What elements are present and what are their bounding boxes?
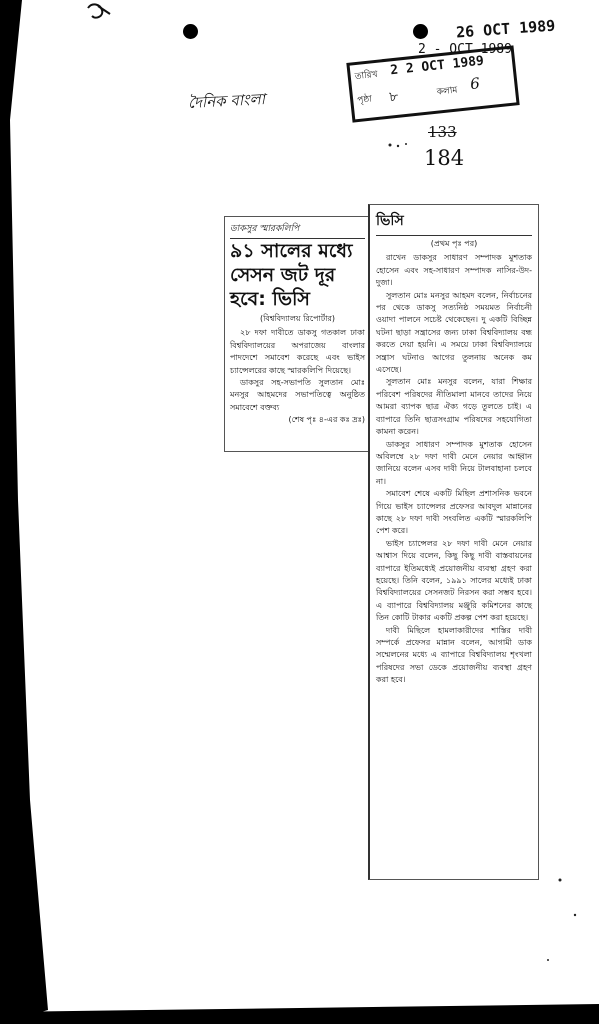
right-article-paragraph: সুলতান মোঃ মনসুর আহমদ বলেন, নির্বাচনের পর থেকে ডাকসু সত্যনিষ্ঠ সময়মত নির্বাচনী ওয়াদা পালনে সচেষ্ট থেকেছেন। দু একটি বিচ্ছিন্ন ঘটনা ছাড়া সন্ত্রাসের জন্য ঢাকা বিশ্ববিদ্যালয় বন্ধ করতে দেয়া হয়নি। এ সময়ে ঢাকা বিশ্ববিদ্যালয়ে সন্ত্রাস ঘটনাও আগের তুলনায় অনেক কম এসেছে।: [376, 290, 532, 375]
publication-name: দৈনিক বাংলা: [187, 89, 266, 113]
right-article-paragraph: সুলতান মোঃ মনসুর বলেন, যারা শিক্ষার পরিবেশ পরিষদের নীতিমালা মানবে তাদের নিয়ে আমরা ব্যাপক ছাত্র ঐক্য গড়ে তুলতে চাই। এ ব্যাপারে তিনি ছাত্রসংগ্রাম পরিষদের সহযোগিতা কামনা করেন।: [376, 377, 532, 437]
right-article-paragraph: ভাইস চ্যান্সেলর ২৮ দফা দাবী মেনে নেয়ার আশ্বাস দিয়ে বলেন, কিছু কিছু দাবী বাস্তবায়নের ব্যাপারে ইতিমধ্যেই প্রয়োজনীয় ব্যবস্থা গ্রহণ করা হয়েছে। তিনি বলেন, ১৯৯১ সালের মধ্যেই ঢাকা বিশ্ববিদ্যালয়ের সেসনজট নিরসন করা সম্ভব হবে। এ ব্যাপারে বিশ্ববিদ্যালয় মঞ্জুরি কমিশনের কাছে তিন কোটি টাকার একটি প্রকল্প পেশ করা হয়েছে।: [376, 538, 532, 623]
date-stamp-second: 2 - OCT 1989: [418, 42, 512, 57]
left-article-byline: (বিশ্ববিদ্যালয় রিপোর্টার): [259, 314, 336, 323]
file-number: 184: [424, 146, 465, 170]
right-article-from-page: (প্রথম পৃঃ পর): [430, 239, 478, 248]
left-article-continuation: (শেষ পৃঃ ৪-এর কঃ দ্রঃ): [288, 415, 365, 425]
left-article-headline-1: ৯১ সালের মধ্যে: [230, 240, 353, 262]
left-article-kicker: ডাকসুর স্মারকলিপি: [230, 221, 365, 239]
right-article-paragraph: দাবী মিছিলে হামলাকারীদের শাস্তির দাবী সম্পর্কে প্রফেসর মান্নান বলেন, আগামী ডাক সম্মেলনের মধ্যে এ ব্যাপারে বিশ্ববিদ্যালয় শৃংখলা পরিষদের সভা ডেকে প্রয়োজনীয় ব্যবস্থা গ্রহণ করা হবে।: [376, 625, 532, 685]
right-article-paragraph: সমাবেশ শেষে একটি মিছিল প্রশাসনিক ভবনে গিয়ে ভাইস চ্যান্সেলর প্রফেসর আবদুল মান্নানের কাছে ২৮ দফা দাবী সংবলিত একটি স্মারকলিপি পেশ করে।: [376, 489, 532, 536]
left-article-headline-2: সেসন জট দূর: [230, 264, 336, 286]
stamp-column-label: কলাম: [436, 85, 458, 98]
right-article-kicker: ভিসি: [376, 209, 532, 236]
struck-file-number: 133: [428, 123, 457, 141]
left-article-paragraph: ২৮ দফা দাবীতে ডাকসু গতকাল ঢাকা বিশ্ববিদ্যালয়ের অপরাজেয় বাংলার পাদদেশে সমাবেশ করেছে এবং ভাইস চ্যান্সেলরের কাছে স্মারকলিপি দিয়েছে।: [230, 328, 365, 375]
stamp-column-value: 6: [469, 74, 481, 94]
right-article-paragraph: রাখেন ডাকসুর সাধারণ সম্পাদক মুশতাক হোসেন এবং সহ-সাধারণ সম্পাদক নাসির-উদ-দুজা।: [376, 253, 532, 288]
stamp-date-value: 2 2 OCT 1989: [389, 53, 485, 79]
right-article-paragraph: ডাকসুর সাধারণ সম্পাদক মুশতাক হোসেন অবিলম্বে ২৮ দফা দাবী মেনে নেয়ার আহ্বান জানিয়ে বলেন এসব দাবী নিয়ে টালবাহানা চলবে না।: [376, 439, 532, 486]
stamp-page-label: পৃষ্ঠা: [356, 94, 373, 106]
left-article-headline-3: হবে: ভিসি: [230, 288, 310, 310]
date-stamp-top: 26 OCT 1989: [455, 16, 556, 42]
stamp-date-label: তারিখ: [354, 69, 379, 83]
stamp-page-value: ৮: [388, 88, 400, 106]
left-article-paragraph: ডাকসুর সহ-সভাপতি সুলতান মোঃ মনসুর আহমদের সভাপতিত্বে অনুষ্ঠিত সমাবেশে বক্তব্য: [230, 378, 365, 412]
